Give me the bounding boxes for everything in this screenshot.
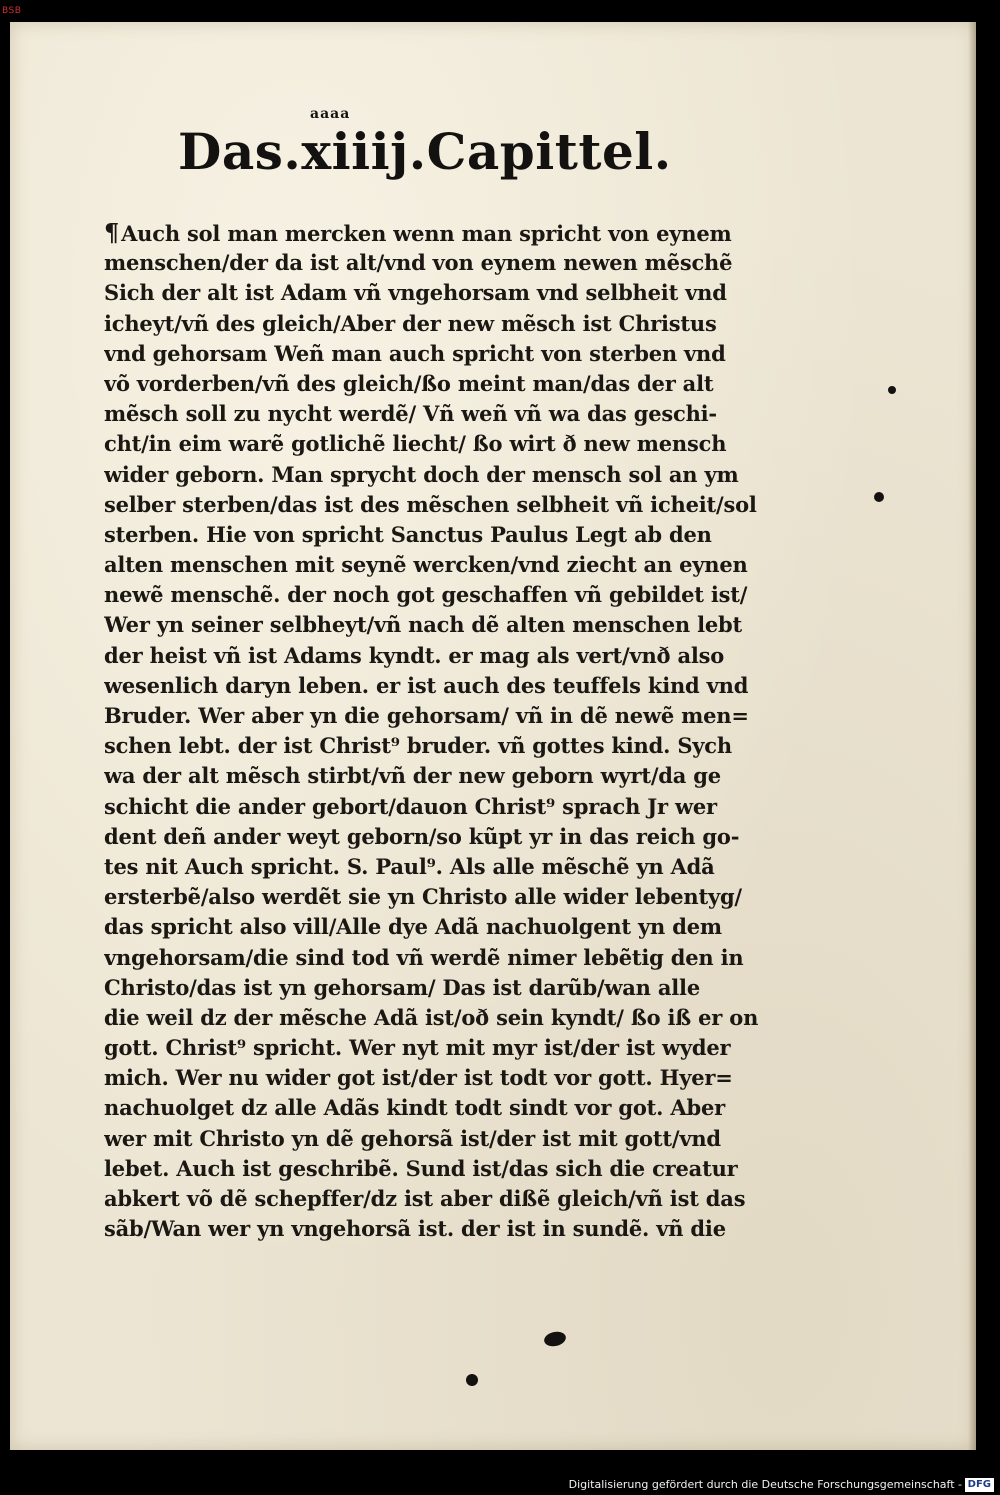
text-line <box>104 641 794 671</box>
text-line <box>104 309 794 339</box>
ink-blot <box>543 1330 567 1348</box>
text-line <box>104 1093 794 1123</box>
text-line <box>104 1124 794 1154</box>
text-line <box>104 912 794 942</box>
text-line <box>104 399 794 429</box>
text-line <box>104 792 794 822</box>
text-line-content: menschen/der da ist alt/vnd von eynem newen mẽschẽ <box>104 250 733 276</box>
chapter-title: Das.xiiij.Capittel. <box>178 122 672 181</box>
text-line <box>104 610 794 640</box>
text-line-content: wer mit Christo yn dẽ gehorsã ist/der ist mit gott/vnd <box>104 1125 721 1151</box>
library-stamp: BSB <box>2 6 22 16</box>
text-line <box>104 429 794 459</box>
ink-dot <box>466 1374 478 1386</box>
margin-ink-dot <box>888 386 896 394</box>
text-line <box>104 882 794 912</box>
text-line-content: gott. Christ⁹ spricht. Wer nyt mit myr ist/der ist wyder <box>104 1035 731 1061</box>
text-line <box>104 520 794 550</box>
text-line-content: abkert võ dẽ schepffer/dz ist aber dißẽ gleich/vñ ist das <box>104 1186 746 1211</box>
pilcrow-mark: ¶ <box>104 218 120 247</box>
text-line-content: sterben. Hie von spricht Sanctus Paulus Legt ab den <box>104 521 712 547</box>
text-line-content: die weil dz der mẽsche Adã ist/oð sein kyndt/ ßo iß er on <box>104 1004 759 1030</box>
text-line-content: vnd gehorsam Weñ man auch spricht von sterben vnd <box>104 340 726 366</box>
text-line-content: cht/in eim warẽ gotlichẽ liecht/ ßo wirt ð new mensch <box>104 431 727 457</box>
text-line <box>104 1003 794 1033</box>
text-line-content: das spricht also vill/Alle dye Adã nachuolgent yn dem <box>104 914 722 940</box>
text-line <box>104 1154 794 1184</box>
text-line <box>104 852 794 882</box>
digitization-credit: Digitalisierung gefördert durch die Deutsche Forschungsgemeinschaft - <box>568 1478 962 1491</box>
text-line-content: Christo/das ist yn gehorsam/ Das ist darũb/wan alle <box>104 974 700 1000</box>
text-line-content: Bruder. Wer aber yn die gehorsam/ vñ in dẽ newẽ men= <box>104 703 749 728</box>
text-line <box>104 1184 794 1214</box>
text-line-content: ersterbẽ/also werdẽt sie yn Christo alle wider lebentyg/ <box>104 884 742 910</box>
title-superscript: aaaa <box>310 106 351 122</box>
text-line-content: wider geborn. Man sprycht doch der mensch sol an ym <box>104 461 739 487</box>
text-line-content: schicht die ander gebort/dauon Christ⁹ sprach Jr wer <box>104 793 717 819</box>
text-line <box>104 218 794 248</box>
text-line-content: mẽsch soll zu nycht werdẽ/ Vñ weñ vñ wa das geschi- <box>104 401 717 427</box>
text-line <box>104 278 794 308</box>
margin-ink-dot <box>874 492 884 502</box>
text-line <box>104 943 794 973</box>
text-line <box>104 339 794 369</box>
text-line <box>104 973 794 1003</box>
text-line-content: Auch sol man mercken wenn man spricht von eynem <box>121 221 732 246</box>
text-line-content: tes nit Auch spricht. S. Paul⁹. Als alle mẽschẽ yn Adã <box>104 853 715 879</box>
text-line-content: alten menschen mit seynẽ wercken/vnd ziecht an eynen <box>104 552 748 578</box>
body-text <box>104 218 794 1244</box>
text-line-content: Sich der alt ist Adam vñ vngehorsam vnd selbheit vnd <box>104 280 727 306</box>
text-line-content: nachuolget dz alle Adãs kindt todt sindt vor got. Aber <box>104 1095 725 1121</box>
text-line-content: lebet. Auch ist geschribẽ. Sund ist/das sich die creatur <box>104 1155 738 1181</box>
text-line-content: der heist vñ ist Adams kyndt. er mag als vert/vnð also <box>104 642 725 668</box>
text-line <box>104 701 794 731</box>
text-line <box>104 1063 794 1093</box>
text-line <box>104 580 794 610</box>
text-line <box>104 1033 794 1063</box>
text-line <box>104 460 794 490</box>
text-line-content: wa der alt mẽsch stirbt/vñ der new geborn wyrt/da ge <box>104 763 721 789</box>
text-line-content: icheyt/vñ des gleich/Aber der new mẽsch ist Christus <box>104 310 717 336</box>
page-edge-shadow <box>968 22 976 1450</box>
text-line <box>104 1214 794 1244</box>
text-line-content: mich. Wer nu wider got ist/der ist todt vor gott. Hyer= <box>104 1065 733 1091</box>
text-line-content: Wer yn seiner selbheyt/vñ nach dẽ alten menschen lebt <box>104 612 742 638</box>
text-line-content: vngehorsam/die sind tod vñ werdẽ nimer lebẽtig den in <box>104 944 744 970</box>
text-line-content: võ vorderben/vñ des gleich/ßo meint man/das der alt <box>104 370 714 396</box>
text-line <box>104 490 794 520</box>
text-line-content: dent deñ ander weyt geborn/so kũpt yr in das reich go- <box>104 823 740 849</box>
text-line <box>104 671 794 701</box>
text-line <box>104 822 794 852</box>
text-line-content: schen lebt. der ist Christ⁹ bruder. vñ gottes kind. Sych <box>104 733 732 759</box>
text-line <box>104 550 794 580</box>
text-line <box>104 369 794 399</box>
text-line <box>104 731 794 761</box>
text-line-content: sãb/Wan wer yn vngehorsã ist. der ist in sundẽ. vñ die <box>104 1216 726 1242</box>
text-line <box>104 761 794 791</box>
book-page <box>10 22 976 1450</box>
text-line <box>104 248 794 278</box>
text-line-content: newẽ menschẽ. der noch got geschaffen vñ gebildet ist/ <box>104 582 748 608</box>
text-line-content: wesenlich daryn leben. er ist auch des teuffels kind vnd <box>104 672 749 698</box>
text-line-content: selber sterben/das ist des mẽschen selbheit vñ icheit/sol <box>104 491 757 517</box>
dfg-logo: DFG <box>965 1478 994 1492</box>
